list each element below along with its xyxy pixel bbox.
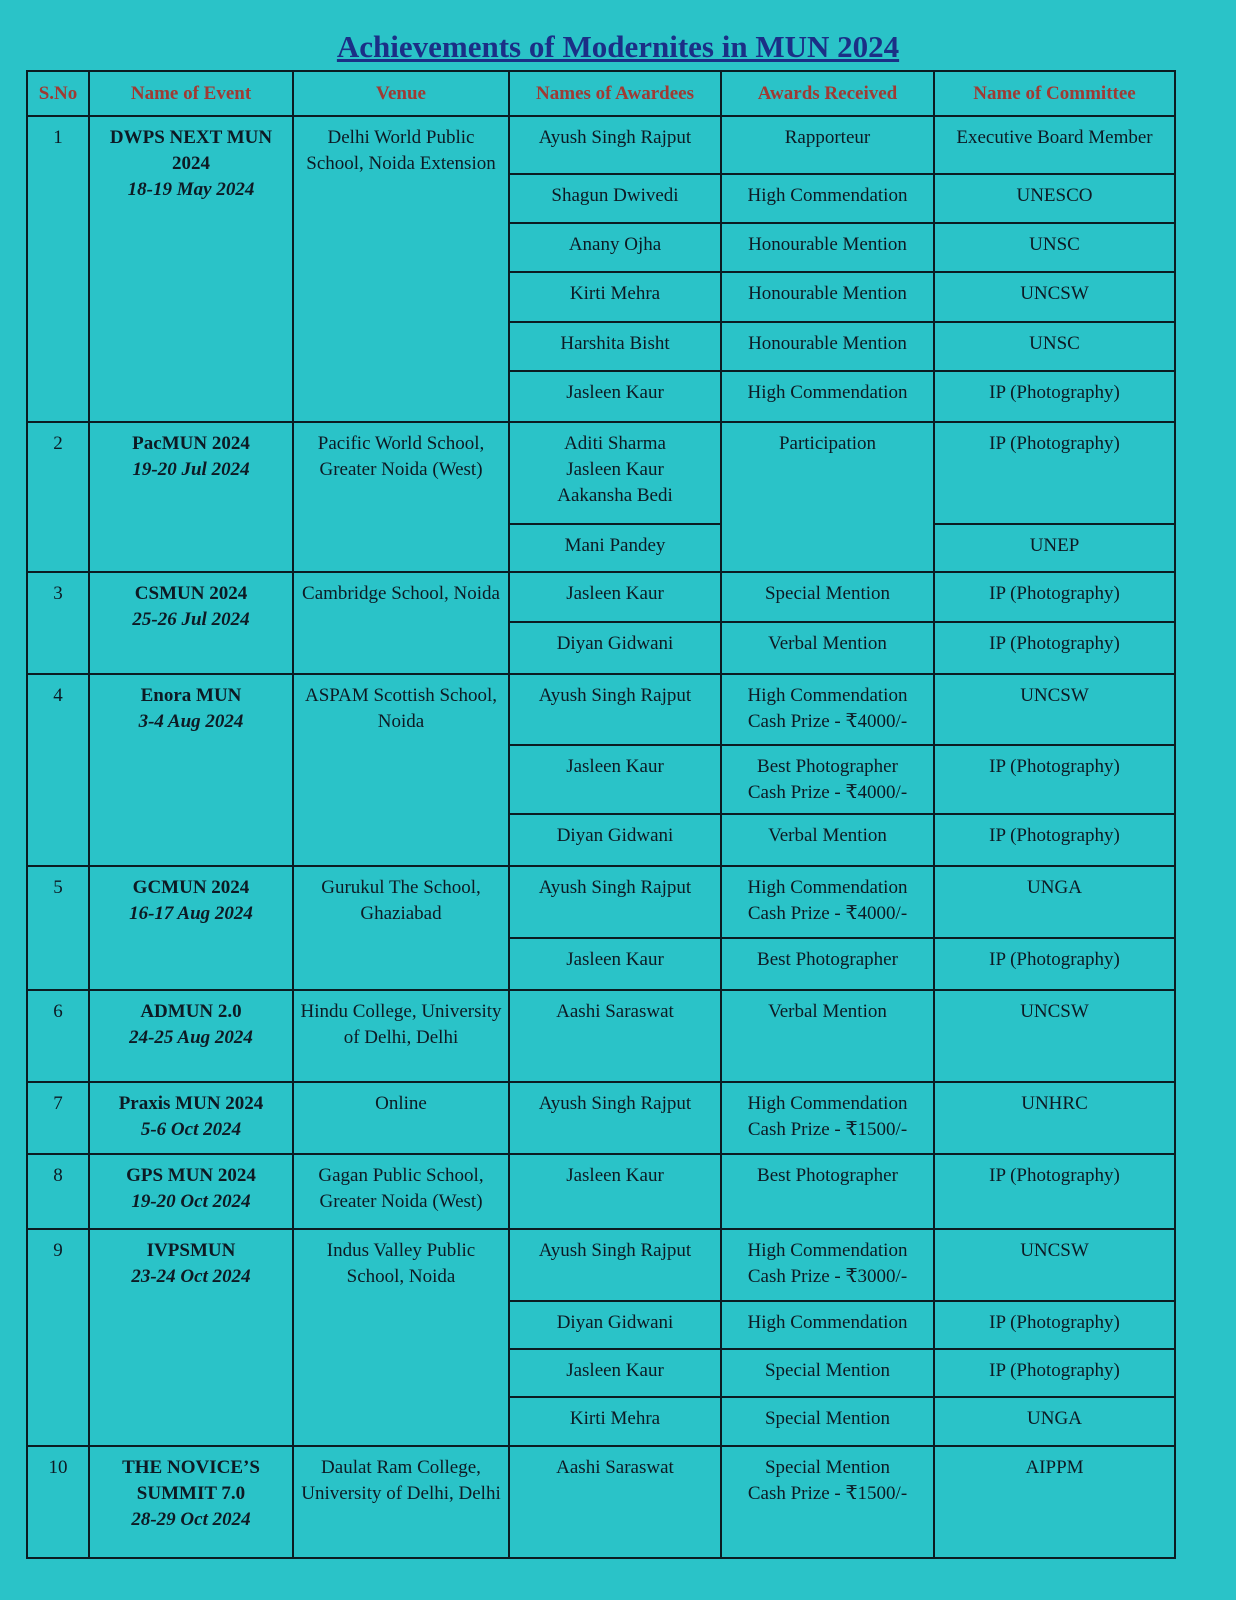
- venue-cell: Pacific World School, Greater Noida (West): [293, 422, 509, 572]
- award-line: Cash Prize - ₹1500/-: [747, 1483, 908, 1504]
- table-row: [27, 422, 1175, 524]
- award-line: Best Photographer: [757, 1165, 898, 1186]
- header-awardees: Names of Awardees: [509, 71, 721, 116]
- event-cell: [89, 116, 293, 422]
- award-line: High Commendation: [747, 877, 908, 898]
- awardee-cell: [509, 1154, 721, 1229]
- event-date: 16-17 Aug 2024: [129, 903, 253, 924]
- committee-cell: UNCSW: [934, 674, 1175, 745]
- table-row: [27, 572, 1175, 622]
- table-row: [27, 1082, 1175, 1154]
- committee-cell: IP (Photography): [934, 1349, 1175, 1397]
- event-cell: [89, 572, 293, 674]
- sno-cell: 3: [27, 572, 89, 674]
- award-cell: [721, 1082, 934, 1154]
- venue-cell: Gurukul The School, Ghaziabad: [293, 866, 509, 990]
- award-cell: [721, 1229, 934, 1301]
- award-line: High Commendation: [747, 1093, 908, 1114]
- awardee-name: Ayush Singh Rajput: [538, 685, 692, 706]
- committee-cell: IP (Photography): [934, 371, 1175, 422]
- awardee-cell: [509, 371, 721, 422]
- award-line: Honourable Mention: [748, 333, 907, 354]
- awardee-cell: [509, 938, 721, 990]
- achievements-table: [26, 70, 1176, 1559]
- awardee-name: Kirti Mehra: [569, 283, 661, 304]
- committee-cell: UNESCO: [934, 174, 1175, 223]
- award-cell: [721, 866, 934, 938]
- award-line: Honourable Mention: [748, 283, 907, 304]
- committee-cell: IP (Photography): [934, 1301, 1175, 1349]
- awardee-name: Diyan Gidwani: [556, 633, 674, 654]
- award-cell: [721, 938, 934, 990]
- venue-cell: Indus Valley Public School, Noida: [293, 1229, 509, 1446]
- event-cell: [89, 1154, 293, 1229]
- event-name: THE NOVICE’S SUMMIT 7.0: [122, 1457, 260, 1504]
- sno-cell: 1: [27, 116, 89, 422]
- awardee-name: Mani Pandey: [564, 535, 666, 556]
- sno-cell: 5: [27, 866, 89, 990]
- award-line: Special Mention: [764, 583, 891, 604]
- award-cell: [721, 223, 934, 272]
- awardee-cell: [509, 1349, 721, 1397]
- awardee-cell: [509, 990, 721, 1082]
- committee-cell: UNEP: [934, 524, 1175, 572]
- award-line: Verbal Mention: [768, 1001, 887, 1022]
- awardee-cell: [509, 674, 721, 745]
- award-cell: [721, 1446, 934, 1558]
- committee-cell: IP (Photography): [934, 422, 1175, 524]
- event-name: ADMUN 2.0: [140, 1001, 242, 1022]
- committee-cell: UNCSW: [934, 272, 1175, 322]
- award-line: High Commendation: [747, 1312, 908, 1333]
- awardee-name: Shagun Dwivedi: [551, 185, 679, 206]
- header-awards: Awards Received: [721, 71, 934, 116]
- award-cell: [721, 1301, 934, 1349]
- event-date: 23-24 Oct 2024: [131, 1266, 251, 1287]
- committee-cell: UNHRC: [934, 1082, 1175, 1154]
- event-date: 25-26 Jul 2024: [132, 609, 250, 630]
- award-cell: [721, 422, 934, 572]
- table-row: [27, 674, 1175, 745]
- venue-cell: Delhi World Public School, Noida Extension: [293, 116, 509, 422]
- award-line: Rapporteur: [784, 127, 871, 148]
- award-line: Cash Prize - ₹4000/-: [747, 903, 908, 924]
- award-line: Cash Prize - ₹3000/-: [747, 1266, 908, 1287]
- award-cell: [721, 990, 934, 1082]
- award-cell: [721, 674, 934, 745]
- committee-cell: UNGA: [934, 866, 1175, 938]
- event-cell: [89, 1446, 293, 1558]
- award-cell: [721, 814, 934, 866]
- event-cell: [89, 1229, 293, 1446]
- committee-cell: UNCSW: [934, 990, 1175, 1082]
- venue-cell: Cambridge School, Noida: [293, 572, 509, 674]
- award-cell: [721, 1397, 934, 1446]
- awardee-name: Ayush Singh Rajput: [538, 877, 692, 898]
- awardee-cell: [509, 524, 721, 572]
- sno-cell: 7: [27, 1082, 89, 1154]
- venue-cell: Hindu College, University of Delhi, Delhi: [293, 990, 509, 1082]
- committee-cell: IP (Photography): [934, 572, 1175, 622]
- awardee-name: Ayush Singh Rajput: [538, 1240, 692, 1261]
- committee-cell: IP (Photography): [934, 622, 1175, 674]
- award-line: Verbal Mention: [768, 633, 887, 654]
- event-name: PacMUN 2024: [132, 433, 250, 454]
- awardee-name: Jasleen Kaur: [566, 1165, 664, 1186]
- event-name: IVPSMUN: [146, 1240, 236, 1261]
- award-line: Special Mention: [764, 1408, 891, 1429]
- event-date: 18-19 May 2024: [127, 179, 255, 200]
- event-name: Praxis MUN 2024: [118, 1093, 264, 1114]
- award-cell: [721, 1349, 934, 1397]
- award-line: Honourable Mention: [748, 234, 907, 255]
- award-cell: [721, 745, 934, 814]
- event-cell: [89, 866, 293, 990]
- awardee-name: Diyan Gidwani: [556, 1312, 674, 1333]
- committee-cell: IP (Photography): [934, 1154, 1175, 1229]
- awardee-name: Aashi Saraswat: [556, 1457, 674, 1478]
- event-cell: [89, 674, 293, 866]
- awardee-name: Jasleen Kaur: [566, 382, 664, 403]
- committee-cell: IP (Photography): [934, 814, 1175, 866]
- sno-cell: 6: [27, 990, 89, 1082]
- award-cell: [721, 1154, 934, 1229]
- award-line: Best Photographer: [757, 756, 898, 777]
- awardee-name: Jasleen Kaur: [566, 756, 664, 777]
- header-event: Name of Event: [89, 71, 293, 116]
- award-cell: [721, 272, 934, 322]
- table-row: [27, 1446, 1175, 1558]
- event-name: CSMUN 2024: [134, 583, 248, 604]
- committee-cell: IP (Photography): [934, 745, 1175, 814]
- awardee-cell: [509, 1082, 721, 1154]
- award-line: Verbal Mention: [768, 825, 887, 846]
- table-row: [27, 866, 1175, 938]
- awardee-name: Jasleen Kaur: [566, 583, 664, 604]
- awardee-name: Ayush Singh Rajput: [538, 127, 692, 148]
- sno-cell: 2: [27, 422, 89, 572]
- awardee-name: Aakansha Bedi: [557, 485, 673, 506]
- awardee-cell: [509, 223, 721, 272]
- committee-cell: UNSC: [934, 223, 1175, 272]
- award-line: Participation: [778, 433, 877, 454]
- awardee-cell: [509, 745, 721, 814]
- table-row: [27, 1154, 1175, 1229]
- event-name: GPS MUN 2024: [126, 1165, 256, 1186]
- award-line: Special Mention: [764, 1360, 891, 1381]
- award-cell: [721, 371, 934, 422]
- venue-cell: Daulat Ram College, University of Delhi, Delhi: [293, 1446, 509, 1558]
- awardee-cell: [509, 814, 721, 866]
- awardee-name: Aditi Sharma: [564, 433, 666, 454]
- venue-cell: Online: [293, 1082, 509, 1154]
- award-cell: [721, 322, 934, 371]
- event-cell: [89, 990, 293, 1082]
- event-date: 19-20 Oct 2024: [131, 1191, 251, 1212]
- event-date: 24-25 Aug 2024: [129, 1027, 253, 1048]
- awardee-cell: [509, 422, 721, 524]
- awardee-name: Jasleen Kaur: [566, 459, 664, 480]
- awardee-name: Jasleen Kaur: [566, 1360, 664, 1381]
- event-name: GCMUN 2024: [132, 877, 250, 898]
- awardee-cell: [509, 1229, 721, 1301]
- committee-cell: AIPPM: [934, 1446, 1175, 1558]
- award-cell: [721, 174, 934, 223]
- header-row: [27, 71, 1175, 116]
- event-name: DWPS NEXT MUN 2024: [109, 127, 273, 174]
- award-cell: [721, 116, 934, 174]
- committee-cell: UNSC: [934, 322, 1175, 371]
- awardee-cell: [509, 272, 721, 322]
- event-cell: [89, 422, 293, 572]
- awardee-cell: [509, 866, 721, 938]
- awardee-name: Kirti Mehra: [569, 1408, 661, 1429]
- award-line: Cash Prize - ₹1500/-: [747, 1119, 908, 1140]
- award-cell: [721, 572, 934, 622]
- award-cell: [721, 622, 934, 674]
- header-venue: Venue: [293, 71, 509, 116]
- committee-cell: IP (Photography): [934, 938, 1175, 990]
- table-body: [27, 116, 1175, 1558]
- event-date: 3-4 Aug 2024: [138, 711, 244, 732]
- sno-cell: 9: [27, 1229, 89, 1446]
- event-date: 28-29 Oct 2024: [131, 1509, 251, 1530]
- venue-cell: ASPAM Scottish School, Noida: [293, 674, 509, 866]
- header-committee: Name of Committee: [934, 71, 1175, 116]
- awardee-name: Harshita Bisht: [560, 333, 670, 354]
- header-sno: S.No: [27, 71, 89, 116]
- sno-cell: 8: [27, 1154, 89, 1229]
- awardee-cell: [509, 1397, 721, 1446]
- event-cell: [89, 1082, 293, 1154]
- awardee-cell: [509, 622, 721, 674]
- awardee-name: Jasleen Kaur: [566, 949, 664, 970]
- event-name: Enora MUN: [140, 685, 242, 706]
- awardee-name: Anany Ojha: [568, 234, 662, 255]
- award-line: High Commendation: [747, 685, 908, 706]
- award-line: Best Photographer: [757, 949, 898, 970]
- committee-cell: UNCSW: [934, 1229, 1175, 1301]
- awardee-cell: [509, 174, 721, 223]
- awardee-name: Aashi Saraswat: [556, 1001, 674, 1022]
- award-line: High Commendation: [747, 382, 908, 403]
- table-row: [27, 1229, 1175, 1301]
- sno-cell: 4: [27, 674, 89, 866]
- award-line: Cash Prize - ₹4000/-: [747, 711, 908, 732]
- awardee-cell: [509, 1301, 721, 1349]
- award-line: Special Mention: [764, 1457, 891, 1478]
- table-row: [27, 116, 1175, 174]
- awardee-cell: [509, 1446, 721, 1558]
- award-line: High Commendation: [747, 1240, 908, 1261]
- event-date: 19-20 Jul 2024: [132, 459, 250, 480]
- committee-cell: Executive Board Member: [934, 116, 1175, 174]
- awardee-cell: [509, 572, 721, 622]
- table-row: [27, 990, 1175, 1082]
- awardee-cell: [509, 322, 721, 371]
- venue-cell: Gagan Public School, Greater Noida (West): [293, 1154, 509, 1229]
- award-line: High Commendation: [747, 185, 908, 206]
- awardee-name: Diyan Gidwani: [556, 825, 674, 846]
- page-title: Achievements of Modernites in MUN 2024: [336, 29, 900, 64]
- award-line: Cash Prize - ₹4000/-: [747, 782, 908, 803]
- awardee-cell: [509, 116, 721, 174]
- committee-cell: UNGA: [934, 1397, 1175, 1446]
- sno-cell: 10: [27, 1446, 89, 1558]
- event-date: 5-6 Oct 2024: [140, 1119, 242, 1140]
- awardee-name: Ayush Singh Rajput: [538, 1093, 692, 1114]
